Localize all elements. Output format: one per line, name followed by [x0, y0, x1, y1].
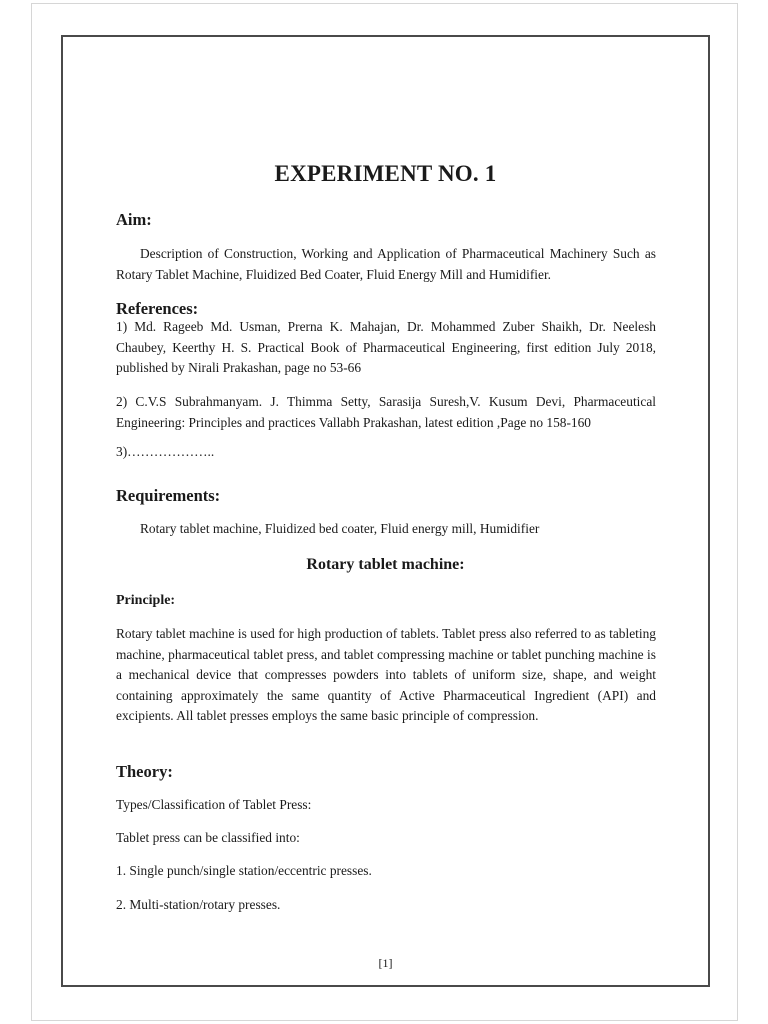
- page-number: [1]: [378, 956, 393, 970]
- reference-1: 1) Md. Rageeb Md. Usman, Prerna K. Mahajan, Dr. Mohammed Zuber Shaikh, Dr. Neelesh Chaubey, Keerthy H. S. Practical Book of Pharmaceutical Engineering, first edition July 2018, published by Nirali Prakashan, page no 53-66: [116, 319, 656, 375]
- references-heading: References:: [116, 299, 199, 318]
- requirements-text: Rotary tablet machine, Fluidized bed coater, Fluid energy mill, Humidifier: [140, 521, 540, 536]
- theory-line-1: Types/Classification of Tablet Press:: [116, 797, 312, 812]
- reference-3: 3)………………..: [116, 444, 215, 459]
- theory-line-2: Tablet press can be classified into:: [116, 830, 300, 845]
- reference-2: 2) C.V.S Subrahmanyam. J. Thimma Setty, Sarasija Suresh,V. Kusum Devi, Pharmaceutical Engineering: Principles and practices Vallabh Prakashan, latest edition ,Page no 158-160: [116, 394, 656, 430]
- principle-heading: Principle:: [116, 593, 176, 608]
- principle-text: Rotary tablet machine is used for high production of tablets. Tablet press also referred to as tableting machine, pharmaceutical tablet press, and tablet compressing machine or tablet punching machine is a mechanical device that compresses powders into tablets of uniform size, shape, and weight containing approximately the same quantity of Active Pharmaceutical Ingredient (API) and excipients. All tablet presses employs the same basic principle of compression.: [116, 626, 656, 723]
- theory-heading: Theory:: [116, 762, 173, 781]
- aim-text: Description of Construction, Working and Application of Pharmaceutical Machinery Such as Rotary Tablet Machine, Fluidized Bed Coater, Fluid Energy Mill and Humidifier.: [116, 246, 656, 282]
- section-title: Rotary tablet machine:: [306, 556, 465, 573]
- experiment-title: EXPERIMENT NO. 1: [274, 161, 497, 186]
- aim-heading: Aim:: [116, 210, 152, 229]
- requirements-heading: Requirements:: [116, 486, 221, 505]
- theory-list-item: 2. Multi-station/rotary presses.: [116, 897, 281, 912]
- theory-list-item: 1. Single punch/single station/eccentric presses.: [116, 863, 372, 878]
